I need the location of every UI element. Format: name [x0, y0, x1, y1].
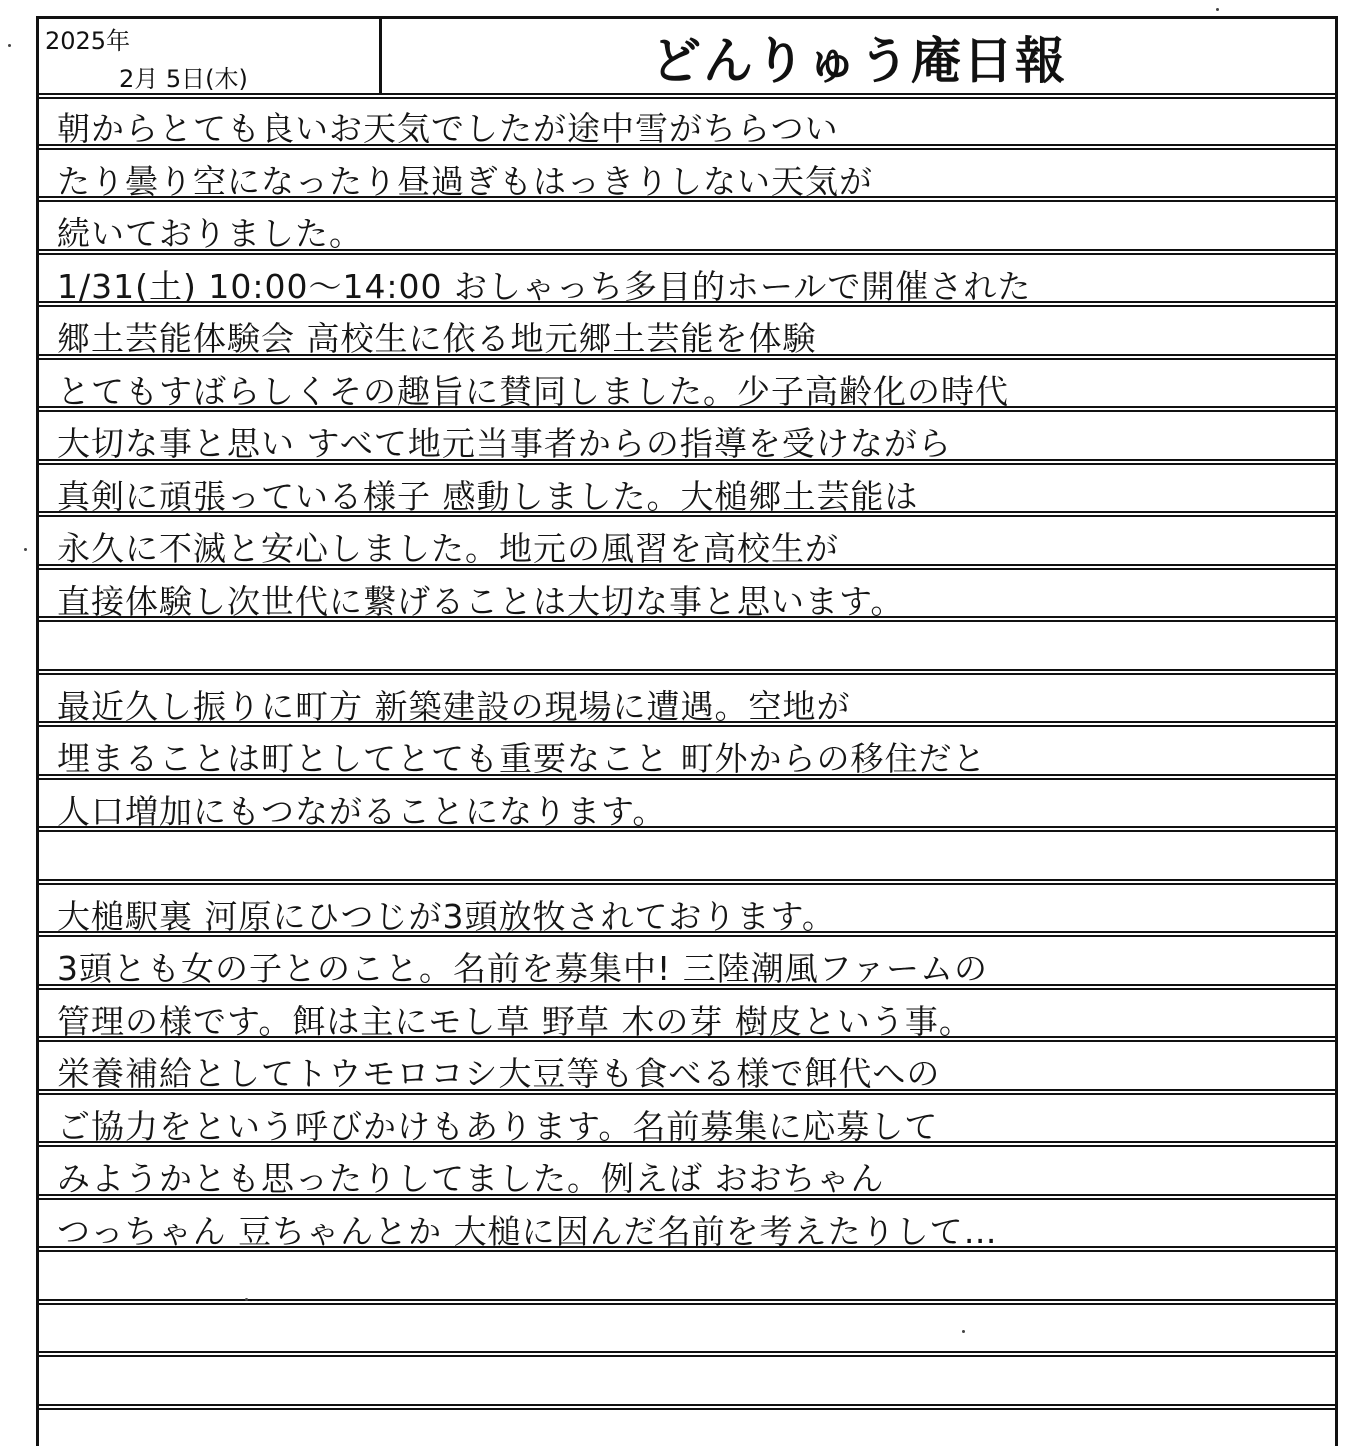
line-rule: [39, 354, 1335, 360]
diary-line: 続いておりました。: [57, 214, 363, 253]
line-rule: [39, 301, 1335, 307]
line-rule: [39, 931, 1335, 937]
diary-line: みようかとも思ったりしてました。例えば おおちゃん: [57, 1159, 885, 1198]
scan-speck: [8, 44, 11, 47]
line-rule: [39, 564, 1335, 570]
year-label: 2025年: [45, 27, 131, 55]
diary-line: つっちゃん 豆ちゃんとか 大槌に因んだ名前を考えたりして…: [57, 1211, 998, 1251]
diary-line: 栄養補給としてトウモロコシ大豆等も食べる様で餌代への: [57, 1054, 941, 1093]
diary-line: 3頭とも女の子とのこと。名前を募集中! 三陸潮風ファームの: [57, 949, 989, 988]
line-rule: [39, 459, 1335, 465]
line-rule: [39, 669, 1335, 675]
line-rule: [39, 616, 1335, 622]
diary-line: 大切な事と思い すべて地元当事者からの指導を受けながら: [57, 424, 952, 463]
line-rule: [39, 144, 1335, 150]
diary-line: 管理の様です。餌は主にモし草 野草 木の芽 樹皮という事。: [57, 1001, 973, 1041]
line-rule: [39, 511, 1335, 517]
line-rule: [39, 1351, 1335, 1357]
line-rule: [39, 774, 1335, 780]
line-rule: [39, 1141, 1335, 1147]
diary-line: 郷土芸能体験会 高校生に依る地元郷土芸能を体験: [57, 319, 817, 358]
diary-line: とてもすばらしくその趣旨に賛同しました。少子高齢化の時代: [57, 371, 1009, 411]
diary-line: たり曇り空になったり昼過ぎもはっきりしない天気が: [57, 161, 873, 201]
diary-line: 最近久し振りに町方 新築建設の現場に遭遇。空地が: [57, 686, 851, 726]
line-rule: [39, 984, 1335, 990]
diary-line: 直接体験し次世代に繋げることは大切な事と思います。: [57, 581, 905, 621]
line-rule: [39, 1036, 1335, 1042]
line-rule: [39, 249, 1335, 255]
diary-line: 真剣に頑張っている様子 感動しました。大槌郷土芸能は: [57, 476, 919, 516]
date-label: 2月 5日(木): [119, 65, 248, 93]
line-rule: [39, 1299, 1335, 1305]
diary-line: 大槌駅裏 河原にひつじが3頭放牧されております。: [57, 896, 836, 936]
line-rule: [39, 1194, 1335, 1200]
header: [39, 19, 1335, 95]
line-rule: [39, 406, 1335, 412]
line-rule: [39, 879, 1335, 885]
line-rule: [39, 1404, 1335, 1410]
scan-speck: [245, 1298, 248, 1301]
diary-line: 人口増加にもつながることになります。: [57, 791, 667, 831]
line-rule: [39, 196, 1335, 202]
scan-speck: [962, 1330, 965, 1333]
diary-line: 永久に不滅と安心しました。地元の風習を高校生が: [57, 529, 839, 568]
scan-speck: [24, 548, 27, 551]
page-title: どんりゅう庵日報: [651, 32, 1067, 90]
scan-speck: [1216, 8, 1219, 11]
diary-line: 朝からとても良いお天気でしたが途中雪がちらつい: [57, 109, 839, 148]
line-rule: [39, 1246, 1335, 1252]
diary-sheet: [36, 16, 1338, 1446]
date-box: [39, 19, 382, 95]
diary-line: 1/31(土) 10:00〜14:00 おしゃっち多目的ホールで開催された: [57, 266, 1032, 306]
line-rule: [39, 721, 1335, 727]
diary-line: 埋まることは町としてとても重要なこと 町外からの移住だと: [57, 739, 987, 778]
header-rule: [39, 93, 1335, 99]
diary-line: ご協力をという呼びかけもあります。名前募集に応募して: [57, 1106, 939, 1146]
line-rule: [39, 1089, 1335, 1095]
line-rule: [39, 826, 1335, 832]
